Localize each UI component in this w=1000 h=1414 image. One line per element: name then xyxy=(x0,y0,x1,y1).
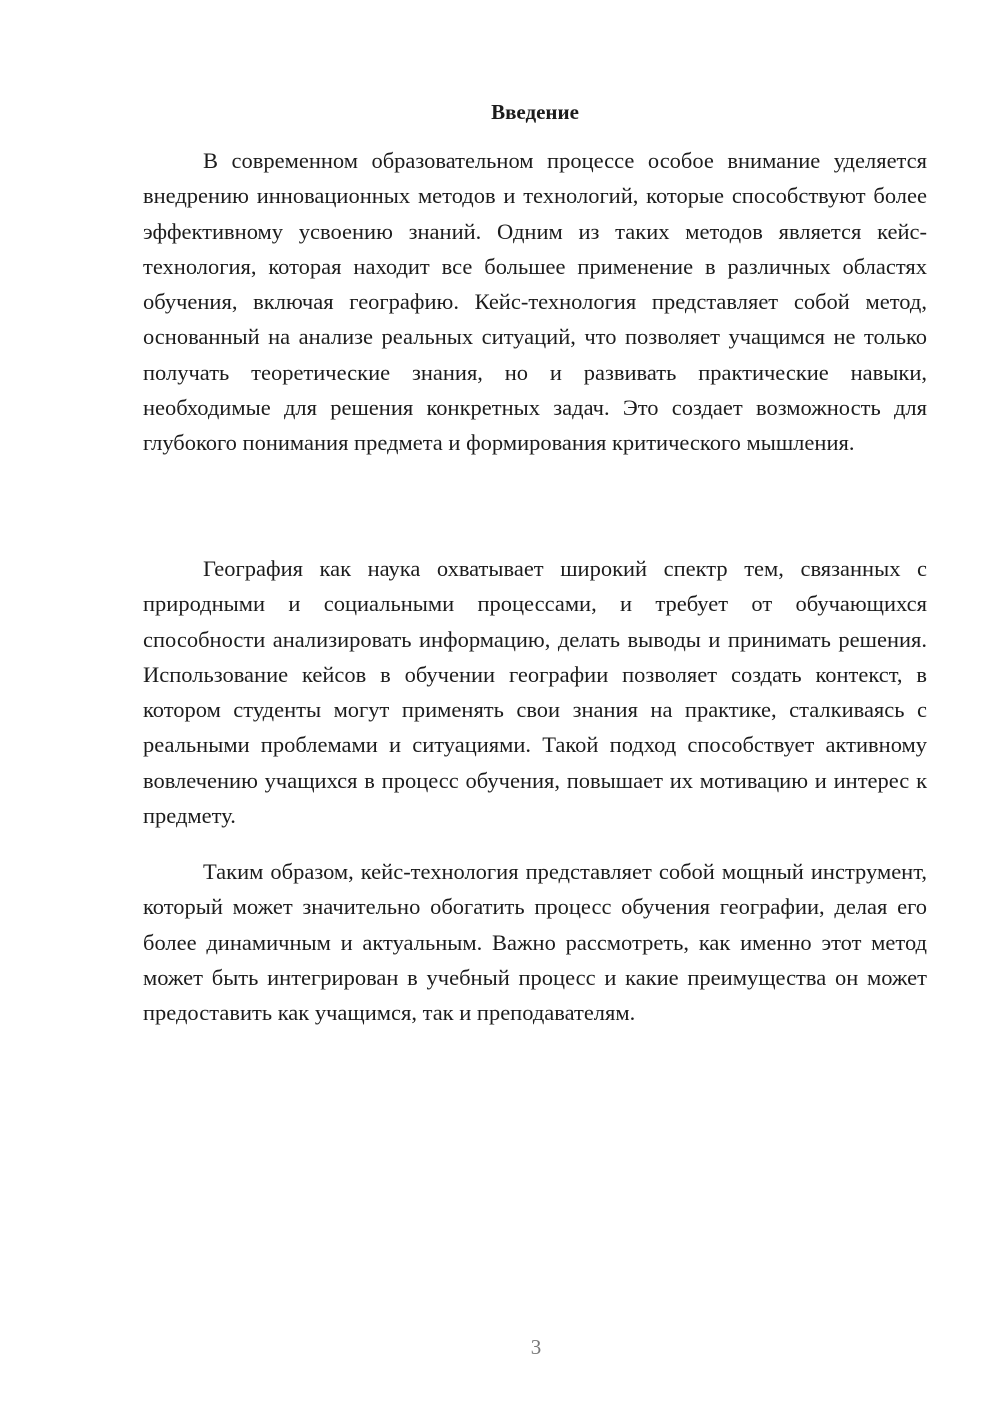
paragraph-2: География как наука охватывает широкий спектр тем, связанных с природными и социальными процессами, и требует от обучающихся способности анализировать информацию, делать выводы и принимать решения. Использование кейсов в обучении географии позволяет создать контекст, в котором студенты могут применять свои знания на практике, сталкиваясь с реальными проблемами и ситуациями. Такой подход способствует активному вовлечению учащихся в процесс обучения, повышает их мотивацию и интерес к предмету. xyxy=(143,556,927,829)
section-heading: Введение xyxy=(491,100,579,124)
paragraph-3: Таким образом, кейс-технология представляет собой мощный инструмент, который может значительно обогатить процесс обучения географии, делая его более динамичным и актуальным. Важно рассмотреть, как именно этот метод может быть интегрирован в учебный процесс и какие преимущества он может предоставить как учащимся, так и преподавателям. xyxy=(143,859,927,1026)
page-number: 3 xyxy=(530,1335,542,1359)
paragraph-1: В современном образовательном процессе особое внимание уделяется внедрению инновационных методов и технологий, которые способствуют более эффективному усвоению знаний. Одним из таких методов является кейс-технология, которая находит все большее применение в различных областях обучения, включая географию. Кейс-технология представляет собой метод, основанный на анализе реальных ситуаций, что позволяет учащимся не только получать теоретические знания, но и развивать практические навыки, необходимые для решения конкретных задач. Это создает возможность для глубокого понимания предмета и формирования критического мышления. xyxy=(143,148,927,456)
